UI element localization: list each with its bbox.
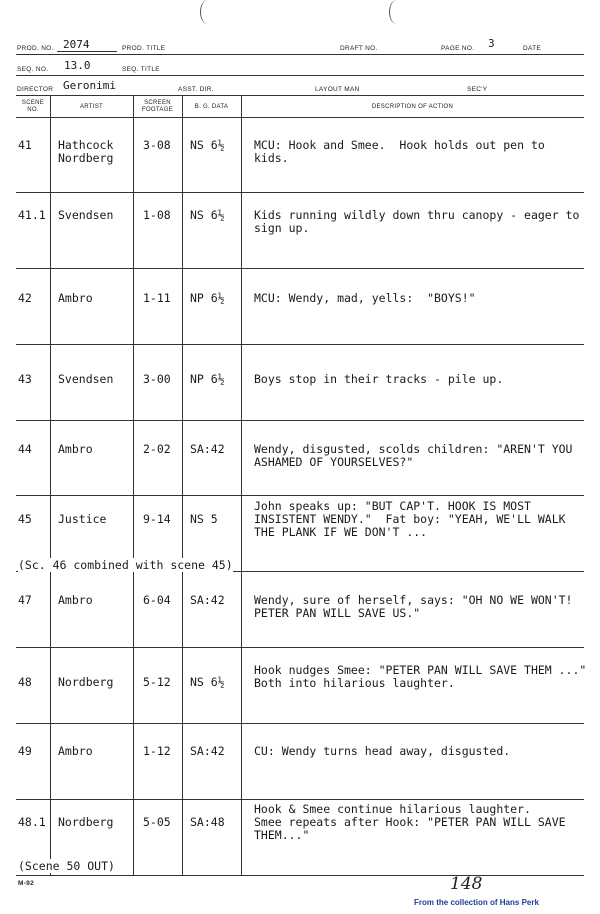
screen-footage: 3-08 [143,138,171,152]
screen-footage: 1-12 [143,744,171,758]
artist-name: Svendsen [58,372,114,386]
scene-number: 42 [18,291,32,305]
screen-footage: 1-11 [143,291,171,305]
artist-name: Hathcock Nordberg [58,138,114,165]
prod-no-label: PROD. NO. [17,45,54,52]
bg-data: NP 6½ [190,372,225,386]
artist-name: Nordberg [58,815,114,829]
action-description: MCU: Wendy, mad, yells: "BOYS!" [254,291,476,305]
scene-number: 41.1 [18,208,46,222]
bg-data: SA:48 [190,815,225,829]
col-bg-header: B. G. DATA [194,104,229,110]
col-footage-header: SCREEN FOOTAGE [142,100,173,113]
artist-name: Ambro [58,291,93,305]
date-label: DATE [523,45,542,52]
col-scene-header: SCENE NO. [21,100,45,113]
col-description-header: DESCRIPTION OF ACTION [371,104,454,110]
bg-data: NP 6½ [190,291,225,305]
asst-dir-label: ASST. DIR. [178,86,214,93]
scene-number: 44 [18,442,32,456]
action-description: Wendy, disgusted, scolds children: "AREN'T YOU ASHAMED OF YOURSELVES?" [254,442,573,469]
artist-name: Ambro [58,593,93,607]
screen-footage: 5-05 [143,815,171,829]
director-value: Geronimi [63,79,116,92]
page-no-label: PAGE NO. [441,45,475,52]
director-label: DIRECTOR [17,86,54,93]
screen-footage: 2-02 [143,442,171,456]
scene-number: 49 [18,744,32,758]
scene-note: (Sc. 46 combined with scene 45) [18,558,233,572]
artist-name: Justice [58,512,107,526]
bg-data: SA:42 [190,744,225,758]
action-description: Hook & Smee continue hilarious laughter. Smee repeats after Hook: "PETER PAN WILL SAVE THEM..." [254,802,566,842]
screen-footage: 6-04 [143,593,171,607]
bg-data: SA:42 [190,593,225,607]
prod-no-value: 2074 [63,38,90,51]
action-description: CU: Wendy turns head away, disgusted. [254,744,511,758]
screen-footage: 3-00 [143,372,171,386]
action-description: Wendy, sure of herself, says: "OH NO WE WON'T! PETER PAN WILL SAVE US." [254,593,573,620]
scene-number: 41 [18,138,32,152]
bg-data: NS 6½ [190,675,225,689]
seq-title-label: SEQ. TITLE [122,66,160,73]
screen-footage: 5-12 [143,675,171,689]
binder-hole-left [200,0,215,24]
artist-name: Ambro [58,744,93,758]
screen-footage: 9-14 [143,512,171,526]
scene-number: 47 [18,593,32,607]
screen-footage: 1-08 [143,208,171,222]
artist-name: Nordberg [58,675,114,689]
artist-name: Svendsen [58,208,114,222]
bg-data: SA:42 [190,442,225,456]
artist-name: Ambro [58,442,93,456]
collection-credit: From the collection of Hans Perk [414,898,539,907]
action-description: Kids running wildly down thru canopy - eager to sign up. [254,208,580,235]
seq-no-label: SEQ. NO. [17,66,49,73]
page-no-value: 3 [488,37,495,50]
bg-data: NS 6½ [190,208,225,222]
secy-label: SEC'Y [467,86,488,93]
handwritten-page-number: 148 [450,874,483,894]
binder-hole-right [389,0,404,24]
scene-number: 43 [18,372,32,386]
prod-title-label: PROD. TITLE [122,45,166,52]
action-description: MCU: Hook and Smee. Hook holds out pen to kids. [254,138,545,165]
col-artist-header: ARTIST [79,104,104,110]
action-description: John speaks up: "BUT CAP'T. HOOK IS MOST INSISTENT WENDY." Fat boy: "YEAH, WE'LL WALK THE PLANK IF WE DON'T ... [254,499,566,539]
scene-note: (Scene 50 OUT) [18,859,115,873]
form-code: M-92 [18,880,35,887]
layout-man-label: LAYOUT MAN [315,86,360,93]
bg-data: NS 5 [190,512,218,526]
draft-no-label: DRAFT NO. [340,45,378,52]
scene-number: 48 [18,675,32,689]
scene-number: 48.1 [18,815,46,829]
action-description: Boys stop in their tracks - pile up. [254,372,504,386]
seq-no-value: 13.0 [64,59,91,72]
scene-number: 45 [18,512,32,526]
bg-data: NS 6½ [190,138,225,152]
action-description: Hook nudges Smee: "PETER PAN WILL SAVE THEM ..." Both into hilarious laughter. [254,663,587,690]
